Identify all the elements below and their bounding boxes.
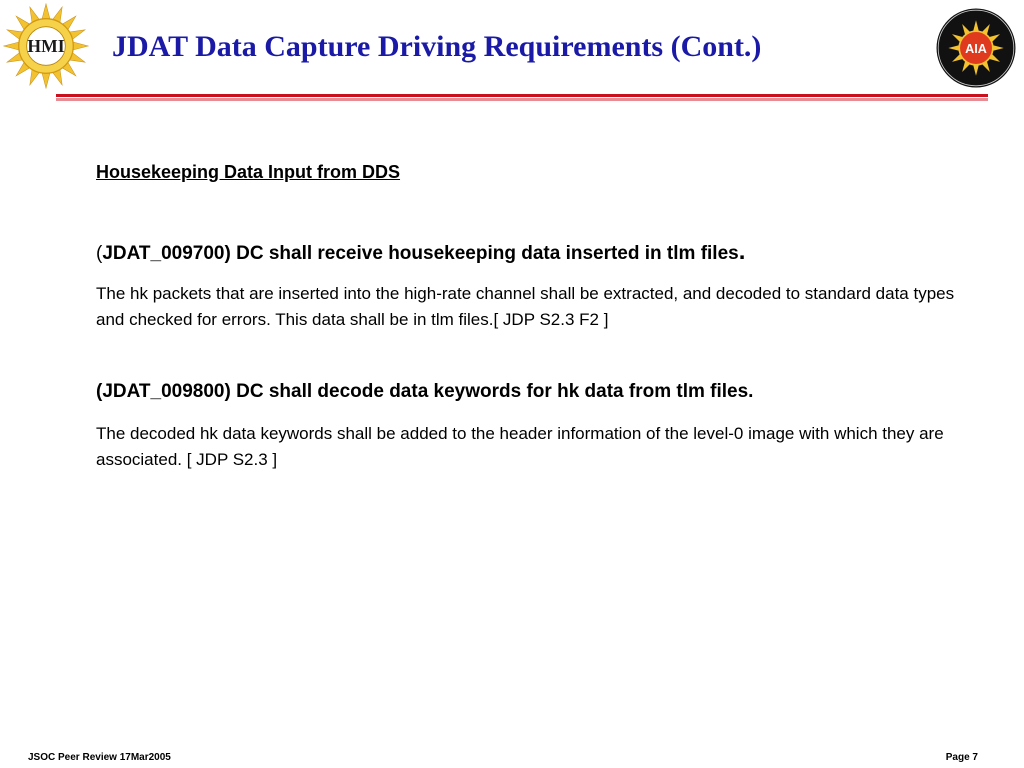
- title-divider: [56, 94, 988, 101]
- hmi-logo-graphic: [2, 2, 90, 90]
- hmi-logo-text: HMI: [27, 36, 65, 57]
- requirement-heading-1-text: JDAT_009700) DC shall receive housekeeping data inserted in tlm files: [102, 243, 739, 264]
- slide-content: [96, 160, 976, 473]
- aia-logo-text: AIA: [965, 42, 987, 57]
- requirement-body-2: The decoded hk data keywords shall be added to the header information of the level-0 image with which they are associated. [ JDP S2.3 ]: [96, 424, 944, 469]
- title-divider-dark: [56, 94, 988, 97]
- page-title: JDAT Data Capture Driving Requirements (Cont.): [112, 30, 762, 63]
- requirement-heading-1-paren: (: [96, 243, 103, 264]
- sun-ray: [72, 42, 88, 50]
- sun-ray: [42, 72, 50, 88]
- footer-left-text: JSOC Peer Review 17Mar2005: [28, 752, 171, 763]
- requirement-heading-2: (JDAT_009800) DC shall decode data keywords for hk data from tlm files.: [96, 381, 754, 402]
- section-heading: Housekeeping Data Input from DDS: [96, 162, 401, 182]
- hmi-logo: [2, 2, 90, 90]
- requirement-heading-1: [96, 239, 976, 267]
- title-divider-light: [56, 98, 988, 101]
- requirement-heading-1-period: .: [738, 238, 746, 265]
- aia-logo: [934, 6, 1018, 90]
- sun-ray: [42, 4, 50, 20]
- requirement-body-1: The hk packets that are inserted into the high-rate channel shall be extracted, and decoded to standard data types and checked for errors. This data shall be in tlm files.[ JDP S2.3 F2 ]: [96, 284, 955, 329]
- page-number: Page 7: [945, 752, 978, 763]
- aia-logo-graphic: [934, 6, 1018, 90]
- sun-ray: [4, 42, 20, 50]
